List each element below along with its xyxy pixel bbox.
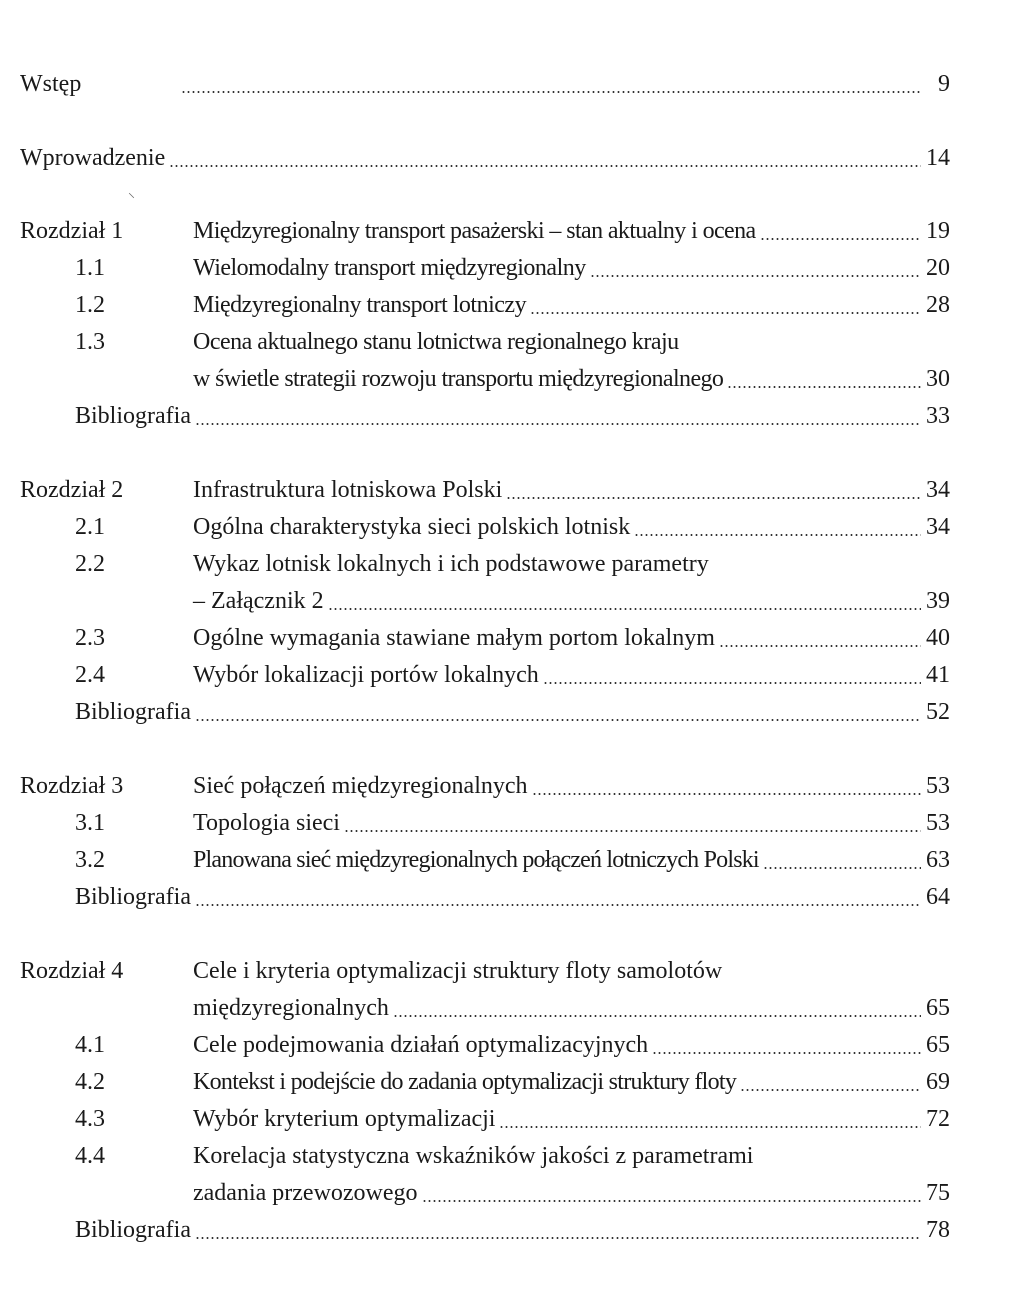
dot-leader: [499, 1126, 921, 1128]
section-4-4[interactable]: [0, 1139, 1012, 1173]
entry-title: Wprowadzenie: [20, 145, 166, 171]
page-number: 75: [926, 1180, 950, 1206]
section-title: Międzyregionalny transport lotniczy: [193, 292, 527, 318]
chapter-title: Cele i kryteria optymalizacji struktury floty samolotów: [193, 958, 723, 984]
section-title: Wybór kryterium optymalizacji: [193, 1106, 496, 1132]
dot-leader: [195, 719, 921, 721]
chapter-title: Międzyregionalny transport pasażerski – stan aktualny i ocena: [193, 218, 756, 244]
chapter-2-heading[interactable]: [0, 473, 1012, 507]
dot-leader: [532, 793, 921, 795]
page-number: 40: [926, 625, 950, 651]
dot-leader: [727, 386, 921, 388]
page-number: 20: [926, 255, 950, 281]
section-number: 1.2: [75, 292, 105, 318]
section-number: 3.1: [75, 810, 105, 836]
chapter-label: Rozdział 1: [20, 218, 124, 244]
section-1-3[interactable]: [0, 325, 1012, 359]
dot-leader: [344, 830, 921, 832]
chapter-2-bibliography[interactable]: [0, 695, 1012, 729]
section-number: 2.3: [75, 625, 105, 651]
section-2-2[interactable]: [0, 547, 1012, 581]
chapter-3-bibliography[interactable]: [0, 880, 1012, 914]
section-1-2[interactable]: [0, 288, 1012, 322]
dot-leader: [590, 275, 921, 277]
dot-leader: [652, 1052, 921, 1054]
section-number: 3.2: [75, 847, 105, 873]
section-title: Wykaz lotnisk lokalnych i ich podstawowe parametry: [193, 551, 709, 577]
section-1-3-continued[interactable]: [0, 362, 1012, 396]
dot-leader: [763, 867, 921, 869]
section-3-2[interactable]: [0, 843, 1012, 877]
toc-entry-wprowadzenie[interactable]: [0, 141, 1012, 175]
section-title: Ocena aktualnego stanu lotnictwa regionalnego kraju: [193, 329, 679, 355]
chapter-title: Sieć połączeń międzyregionalnych: [193, 773, 528, 799]
dot-leader: [530, 312, 921, 314]
section-number: 4.1: [75, 1032, 105, 1058]
dot-leader: [195, 423, 921, 425]
page-number: 28: [926, 292, 950, 318]
page-number: 33: [926, 403, 950, 429]
section-4-2[interactable]: [0, 1065, 1012, 1099]
section-4-4-continued[interactable]: [0, 1176, 1012, 1210]
dot-leader: [195, 904, 921, 906]
section-1-1[interactable]: [0, 251, 1012, 285]
page-number: 9: [938, 71, 950, 97]
section-number: 1.1: [75, 255, 105, 281]
dot-leader: [760, 238, 921, 240]
toc-entry-wstep[interactable]: [0, 67, 1012, 101]
page-number: 72: [926, 1106, 950, 1132]
dot-leader: [393, 1015, 921, 1017]
section-number: 4.2: [75, 1069, 105, 1095]
chapter-4-bibliography[interactable]: [0, 1213, 1012, 1247]
section-4-3[interactable]: [0, 1102, 1012, 1136]
page-number: 41: [926, 662, 950, 688]
section-2-3[interactable]: [0, 621, 1012, 655]
chapter-label: Rozdział 4: [20, 958, 124, 984]
section-title-continuation: zadania przewozowego: [193, 1180, 418, 1206]
dot-leader: [328, 608, 921, 610]
bibliography-label: Bibliografia: [75, 699, 191, 725]
page-number: 65: [926, 995, 950, 1021]
page-number: 14: [926, 145, 950, 171]
dot-leader: [422, 1200, 921, 1202]
section-3-1[interactable]: [0, 806, 1012, 840]
section-title: Kontekst i podejście do zadania optymalizacji struktury floty: [193, 1069, 737, 1095]
section-number: 2.1: [75, 514, 105, 540]
dot-leader: [719, 645, 921, 647]
page-number: 34: [926, 477, 950, 503]
page-number: 39: [926, 588, 950, 614]
dot-leader: [543, 682, 921, 684]
chapter-label: Rozdział 3: [20, 773, 124, 799]
page-number: 78: [926, 1217, 950, 1243]
bibliography-label: Bibliografia: [75, 403, 191, 429]
entry-title: Wstęp: [20, 71, 82, 97]
chapter-title: Infrastruktura lotniskowa Polski: [193, 477, 503, 503]
dot-leader: [181, 91, 921, 93]
section-title: Ogólne wymagania stawiane małym portom lokalnym: [193, 625, 715, 651]
page-number: 52: [926, 699, 950, 725]
section-title-continuation: – Załącznik 2: [193, 588, 324, 614]
section-title: Ogólna charakterystyka sieci polskich lotnisk: [193, 514, 631, 540]
chapter-label: Rozdział 2: [20, 477, 124, 503]
section-title: Topologia sieci: [193, 810, 340, 836]
section-2-1[interactable]: [0, 510, 1012, 544]
scan-mark: ⸜: [128, 186, 135, 201]
section-number: 2.2: [75, 551, 105, 577]
section-title-continuation: w świetle strategii rozwoju transportu międzyregionalnego: [193, 366, 724, 392]
section-title: Wybór lokalizacji portów lokalnych: [193, 662, 539, 688]
section-number: 4.3: [75, 1106, 105, 1132]
chapter-1-heading[interactable]: [0, 214, 1012, 248]
section-title: Korelacja statystyczna wskaźników jakości z parametrami: [193, 1143, 754, 1169]
chapter-4-heading-continued[interactable]: [0, 991, 1012, 1025]
section-title: Wielomodalny transport międzyregionalny: [193, 255, 586, 281]
bibliography-label: Bibliografia: [75, 884, 191, 910]
section-2-4[interactable]: [0, 658, 1012, 692]
bibliography-label: Bibliografia: [75, 1217, 191, 1243]
section-number: 4.4: [75, 1143, 105, 1169]
page-number: 19: [926, 218, 950, 244]
page-number: 69: [926, 1069, 950, 1095]
section-2-2-continued[interactable]: [0, 584, 1012, 618]
dot-leader: [169, 165, 921, 167]
section-title: Cele podejmowania działań optymalizacyjnych: [193, 1032, 649, 1058]
page-number: 34: [926, 514, 950, 540]
page-number: 64: [926, 884, 950, 910]
dot-leader: [740, 1089, 921, 1091]
chapter-3-heading[interactable]: [0, 769, 1012, 803]
page-number: 53: [926, 773, 950, 799]
section-4-1[interactable]: [0, 1028, 1012, 1062]
section-number: 1.3: [75, 329, 105, 355]
chapter-title-continuation: międzyregionalnych: [193, 995, 389, 1021]
page-number: 63: [926, 847, 950, 873]
chapter-1-bibliography[interactable]: [0, 399, 1012, 433]
page-number: 65: [926, 1032, 950, 1058]
dot-leader: [506, 497, 921, 499]
page-number: 53: [926, 810, 950, 836]
section-title: Planowana sieć międzyregionalnych połączeń lotniczych Polski: [193, 847, 759, 873]
chapter-4-heading[interactable]: [0, 954, 1012, 988]
section-number: 2.4: [75, 662, 105, 688]
dot-leader: [634, 534, 921, 536]
page-number: 30: [926, 366, 950, 392]
dot-leader: [195, 1237, 921, 1239]
